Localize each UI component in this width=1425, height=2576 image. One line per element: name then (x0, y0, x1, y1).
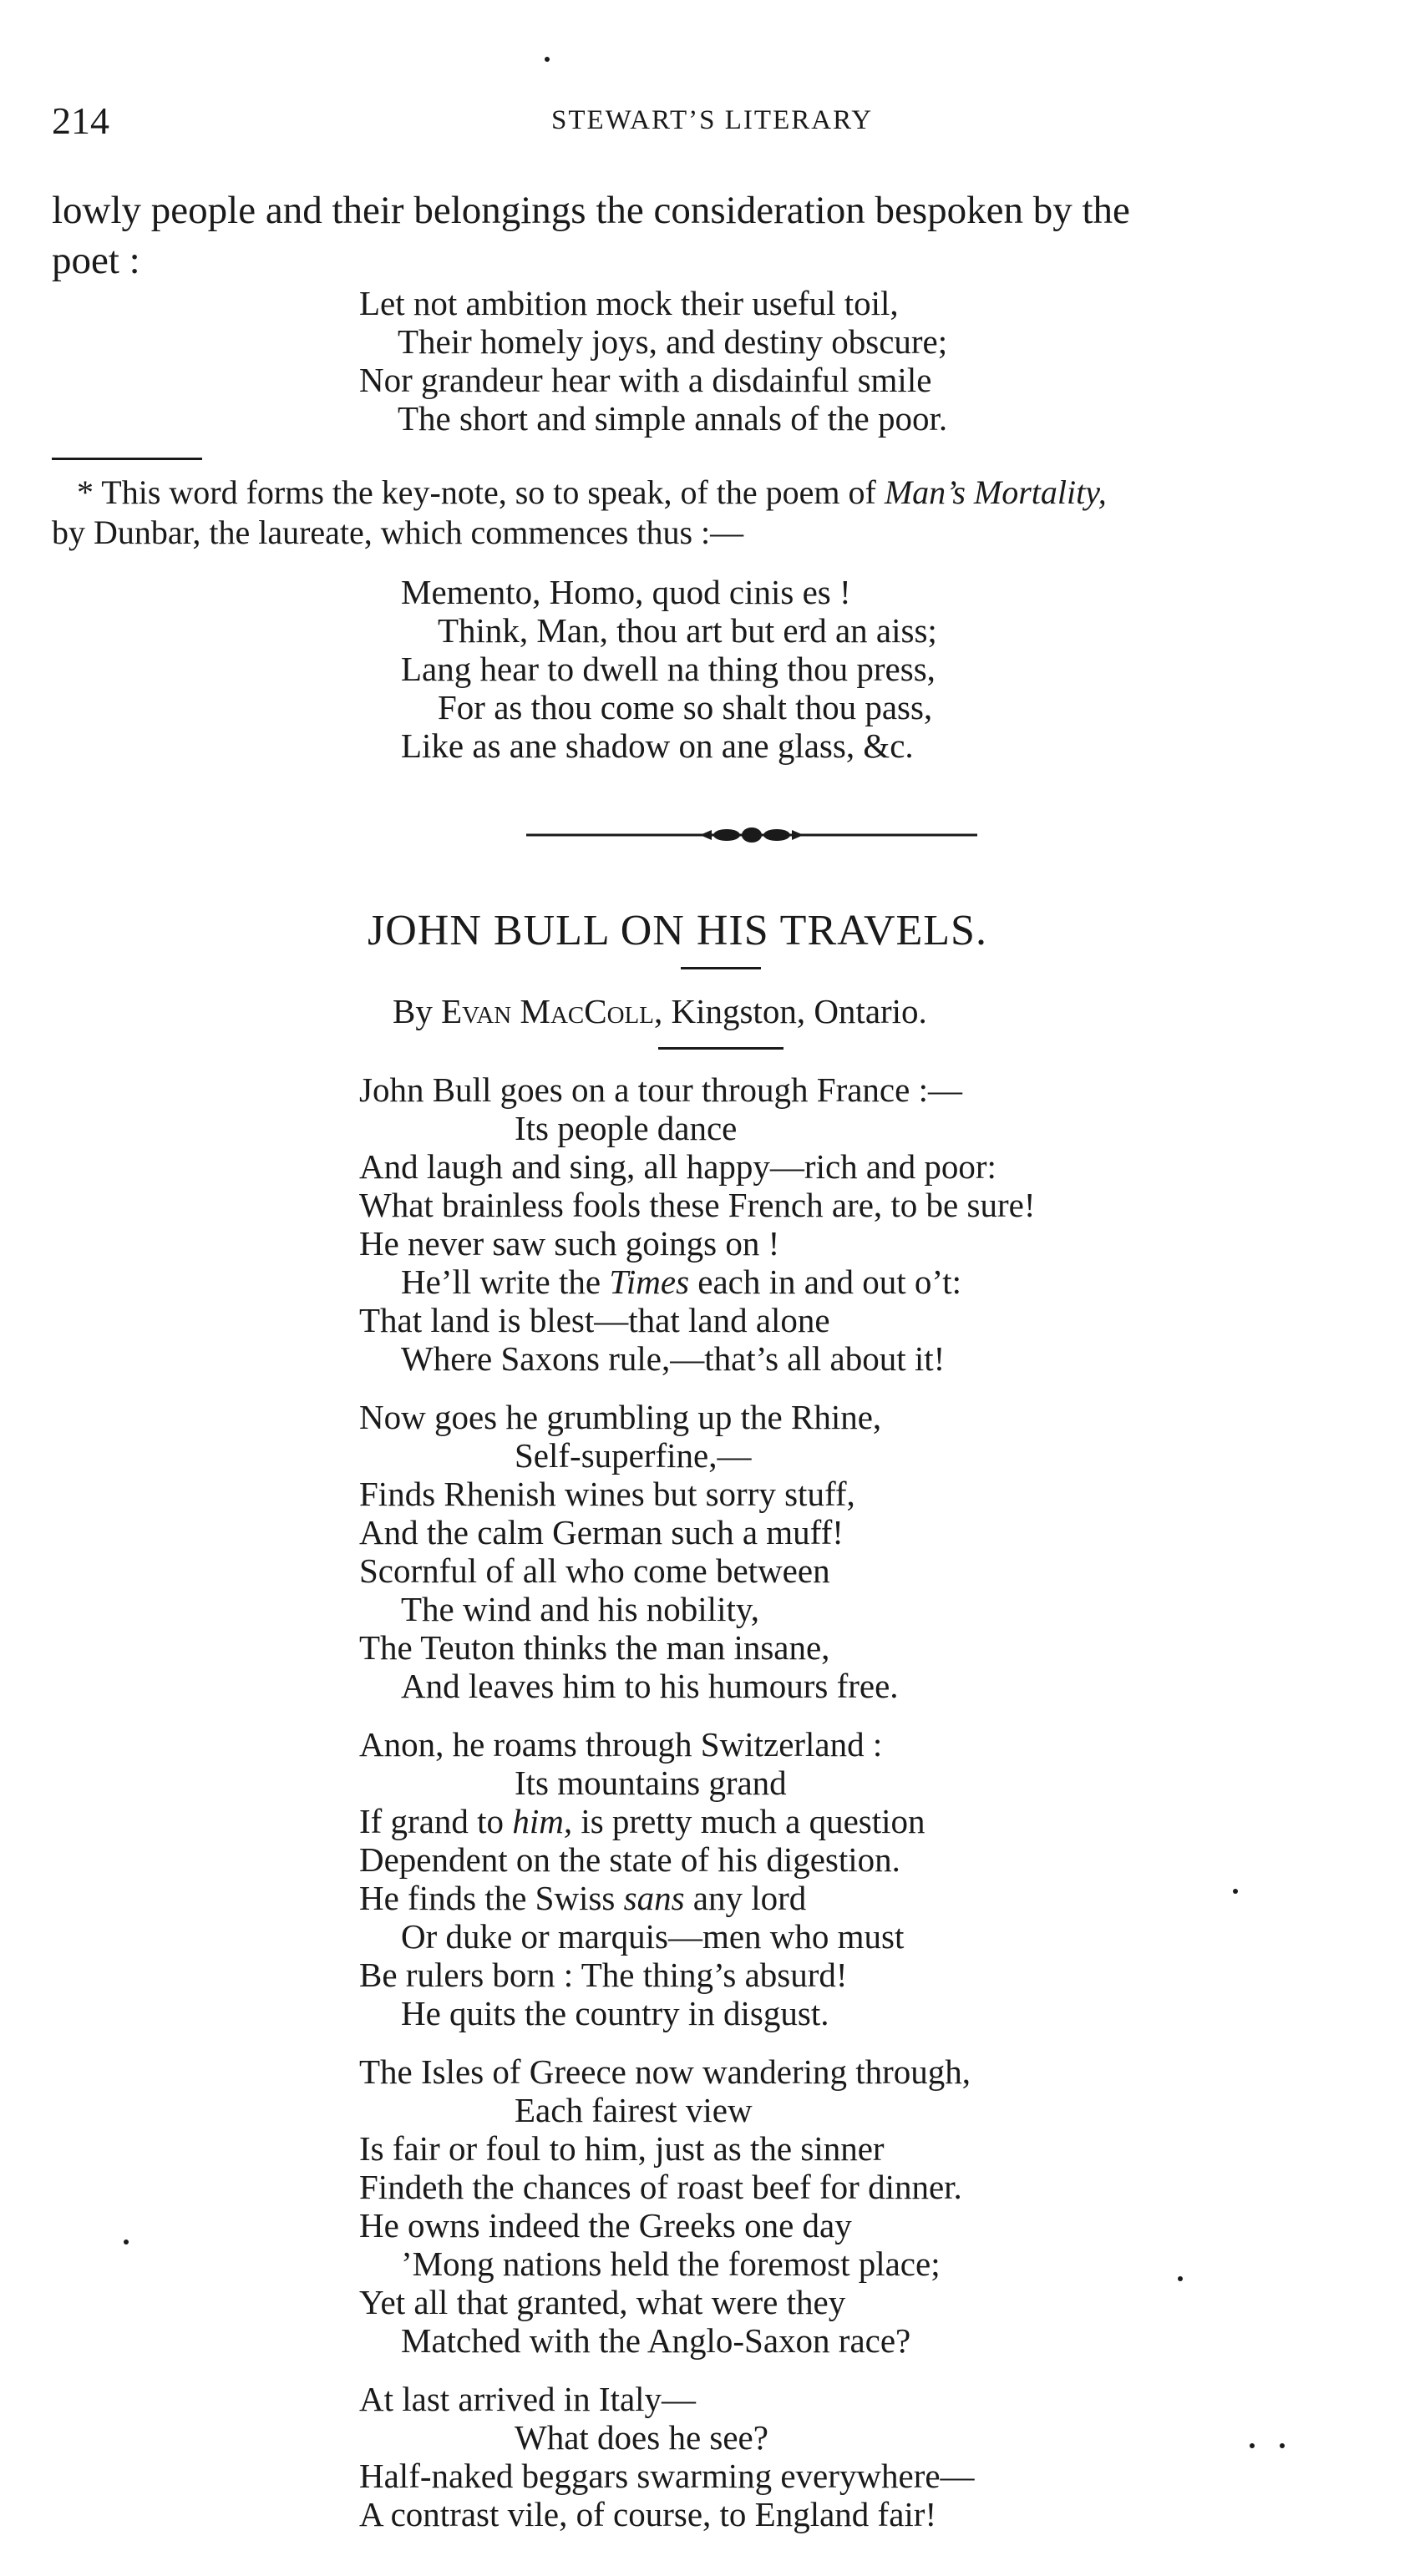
poem-line: Now goes he grumbling up the Rhine, (359, 1398, 882, 1436)
poem-line: Yet all that granted, what were they (359, 2283, 846, 2321)
poem-line: The wind and his nobility, (401, 1590, 759, 1628)
byline-rule (658, 1047, 783, 1050)
poem-line: The Isles of Greece now wandering through, (359, 2052, 971, 2091)
scan-speck (545, 57, 550, 62)
poem-line: He owns indeed the Greeks one day (359, 2206, 852, 2245)
poem-line: What brainless fools these French are, to be sure! (359, 1186, 1036, 1224)
prose-line-2: poet : (52, 239, 140, 282)
footnote-verse-line: For as thou come so shalt thou pass, (438, 688, 933, 726)
running-title: STEWART’S LITERARY (551, 105, 874, 135)
poem-line: Its mountains grand (515, 1764, 787, 1802)
poem-line: That land is blest—that land alone (359, 1301, 830, 1339)
page-number: 214 (52, 99, 109, 142)
poem-line: Half-naked beggars swarming everywhere— (359, 2457, 975, 2495)
verse-line: Their homely joys, and destiny obscure; (398, 322, 948, 361)
footnote-verse-line: Think, Man, thou art but erd an aiss; (438, 611, 937, 650)
scan-speck (1233, 1889, 1238, 1894)
poem-text: is pretty much a question (581, 1802, 925, 1840)
scan-speck (1178, 2276, 1183, 2281)
prose-line-1: lowly people and their belongings the consideration bespoken by the (52, 189, 1130, 232)
poem-line: He never saw such goings on ! (359, 1224, 780, 1263)
poem-line: Each fairest view (515, 2091, 753, 2129)
poem-line: What does he see? (515, 2418, 768, 2457)
footnote-verse-line: Like as ane shadow on ane glass, &c. (401, 726, 914, 765)
verse-line: Let not ambition mock their useful toil, (359, 284, 899, 322)
footnote-poem-title: Man’s Mortality, (884, 473, 1107, 511)
scan-speck (124, 2239, 129, 2245)
verse-line: The short and simple annals of the poor. (398, 399, 948, 438)
poem-line: Matched with the Anglo-Saxon race? (401, 2321, 911, 2360)
poem-line: Scornful of all who come between (359, 1551, 830, 1590)
poem-line: Its people dance (515, 1109, 738, 1147)
poem-byline (393, 991, 927, 1031)
verse-line: Nor grandeur hear with a disdainful smile (359, 361, 932, 399)
poem-line: The Teuton thinks the man insane, (359, 1628, 830, 1667)
title-rule (681, 967, 761, 969)
byline-place: Kingston, Ontario. (671, 992, 927, 1030)
poem-italic: sans (623, 1879, 685, 1917)
poem-line: A contrast vile, of course, to England fair! (359, 2495, 937, 2533)
footnote-rule (52, 458, 202, 460)
poem-text: He’ll write the (401, 1263, 601, 1301)
poem-line: And laugh and sing, all happy—rich and poor: (359, 1147, 996, 1186)
poem-italic: him, (512, 1802, 573, 1840)
poem-text: any lord (692, 1879, 807, 1917)
poem-italic: Times (609, 1263, 690, 1301)
poem-line: Findeth the chances of roast beef for dinner. (359, 2168, 962, 2206)
poem-title: JOHN BULL ON HIS TRAVELS. (368, 907, 987, 954)
poem-text: each in and out o’t: (697, 1263, 962, 1301)
poem-line: At last arrived in Italy— (359, 2380, 697, 2418)
poem-line: Self-superfine,— (515, 1436, 752, 1475)
poem-line: John Bull goes on a tour through France :— (359, 1070, 962, 1109)
byline-author: Evan MacColl, (441, 992, 663, 1030)
poem-line (359, 1879, 806, 1917)
poem-line (359, 1802, 925, 1840)
footnote-verse-line: Memento, Homo, quod cinis es ! (401, 573, 851, 611)
poem-line: And the calm German such a muff! (359, 1513, 844, 1551)
poem-line: Be rulers born : The thing’s absurd! (359, 1956, 848, 1994)
poem-text: If grand to (359, 1802, 505, 1840)
poem-line: Finds Rhenish wines but sorry stuff, (359, 1475, 855, 1513)
scan-speck (1280, 2443, 1285, 2448)
poem-line: And leaves him to his humours free. (401, 1667, 899, 1705)
poem-line (401, 1263, 961, 1301)
scan-speck (1250, 2443, 1255, 2448)
footnote-line-1 (77, 473, 1107, 513)
poem-line: Dependent on the state of his digestion. (359, 1840, 900, 1879)
ornament-divider (526, 825, 977, 845)
poem-line: ’Mong nations held the foremost place; (401, 2245, 941, 2283)
byline-by: By (393, 992, 433, 1030)
poem-line: Or duke or marquis—men who must (401, 1917, 905, 1956)
footnote-verse-line: Lang hear to dwell na thing thou press, (401, 650, 936, 688)
poem-line: Where Saxons rule,—that’s all about it! (401, 1339, 946, 1378)
poem-line: Is fair or foul to him, just as the sinner (359, 2129, 885, 2168)
poem-line: Anon, he roams through Switzerland : (359, 1725, 883, 1764)
footnote-line-2: by Dunbar, the laureate, which commences thus :— (52, 514, 744, 551)
poem-line: He quits the country in disgust. (401, 1994, 829, 2032)
footnote-text: * This word forms the key-note, so to speak, of the poem of (77, 473, 876, 511)
poem-text: He finds the Swiss (359, 1879, 616, 1917)
